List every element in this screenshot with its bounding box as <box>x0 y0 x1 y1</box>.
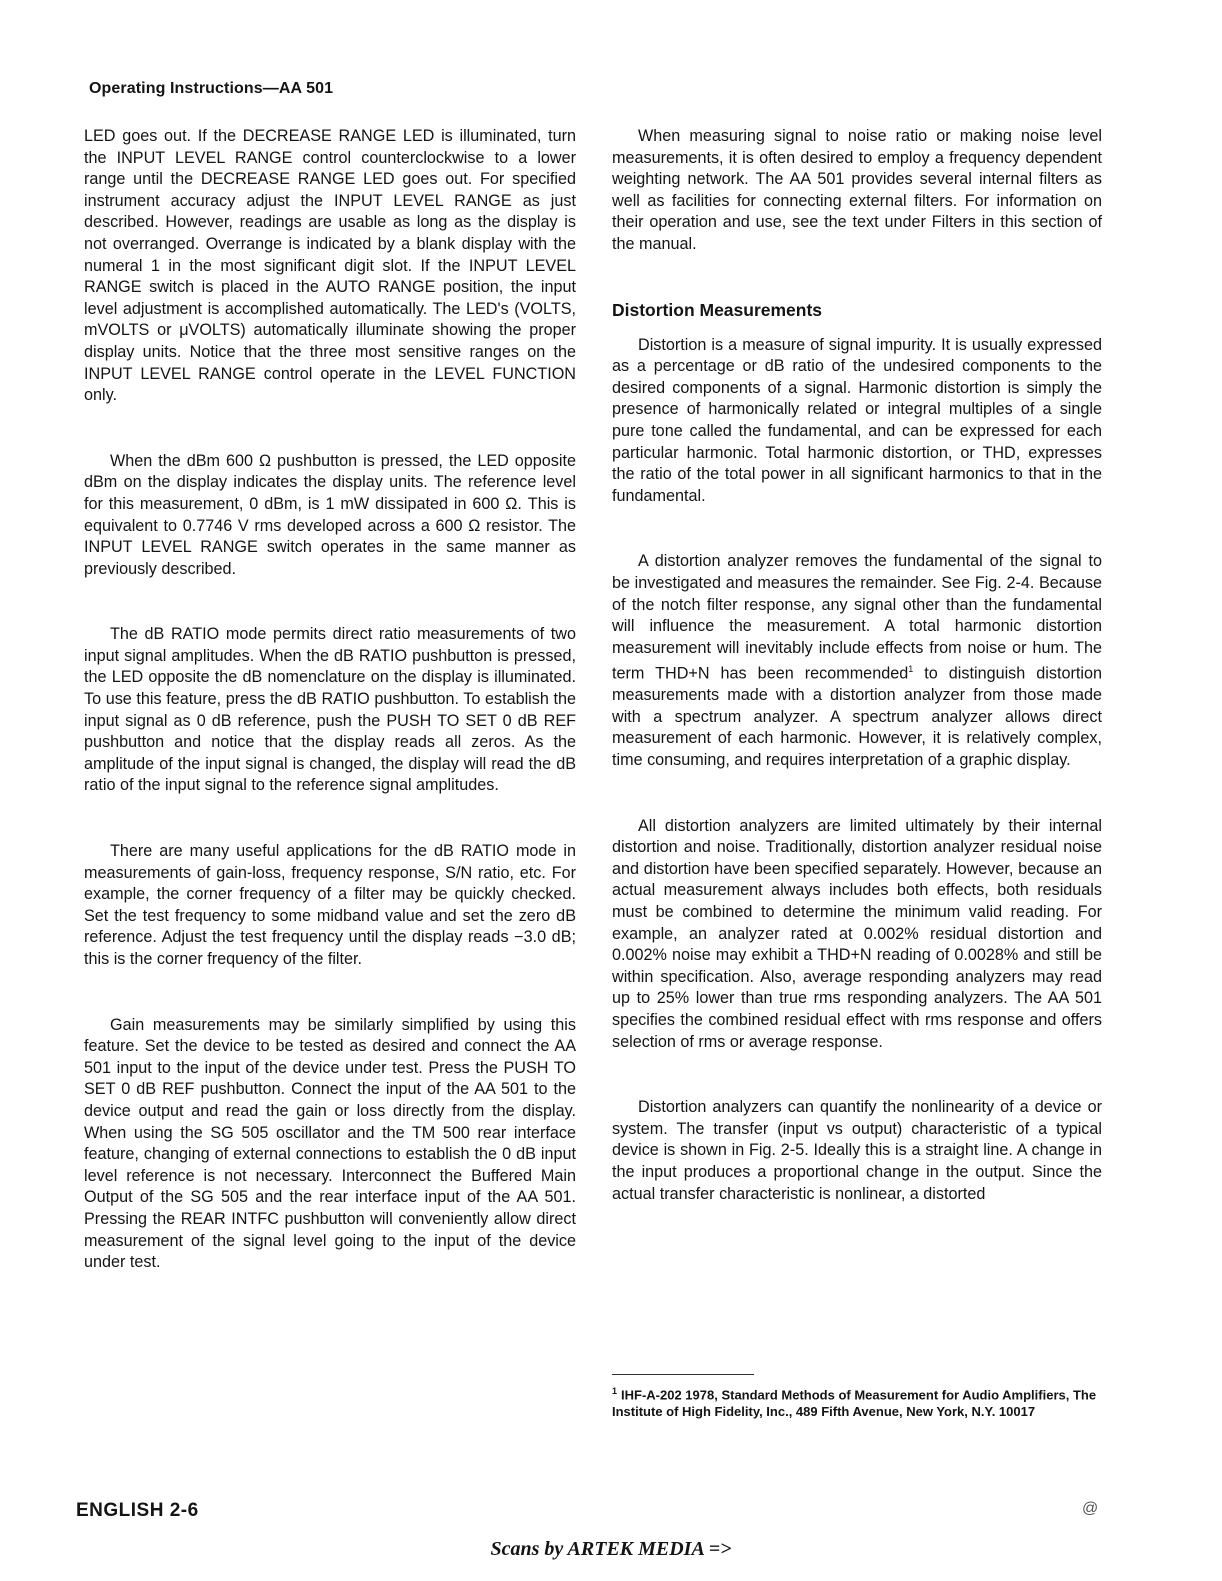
footnote-divider <box>612 1374 754 1375</box>
paragraph-applications: There are many useful applications for the dB RATIO mode in measurements of gain-loss, frequency response, S/N ratio, etc. For example, the corner frequency of a filter may be quickly checked. Set the test frequency to some midband value and set the zero dB reference. Adjust the test frequency until the display reads −3.0 dB; this is the corner frequency of the filter. <box>84 842 576 968</box>
analyzer-text-before: A distortion analyzer removes the fundamental of the signal to be investigated and measures the remainder. See Fig. 2-4. Because of the notch filter response, any signal other than the fundamental will influence the measurement. A total harmonic distortion measurement will inevitably include effects from noise or hum. The term THD+N has been recommended <box>612 552 1102 683</box>
paragraph-dbm: When the dBm 600 Ω pushbutton is pressed, the LED opposite dBm on the display indicates the display units. The reference level for this measurement, 0 dBm, is 1 mW dissipated in 600 Ω. This is equivalent to 0.7746 V rms developed across a 600 Ω resistor. The INPUT LEVEL RANGE switch operates in the same manner as previously described. <box>84 451 576 578</box>
page-number: ENGLISH 2-6 <box>76 1500 199 1521</box>
page-mark: @ <box>1082 1500 1099 1517</box>
paragraph-distortion-definition: Distortion is a measure of signal impurity. It is usually expressed as a percentage or dB ratio of the undesired components to the desired components of a signal. Harmonic distortion is simply the presence of harmonically related or integral multiples of a single pure tone called the fundamental, and can be expressed for each particular harmonic. Total harmonic distortion, or THD, expresses the ratio of the total power in all significant harmonics to that in the fundamental. <box>612 335 1102 505</box>
paragraph-gain: Gain measurements may be similarly simplified by using this feature. Set the device to be tested as desired and connect the AA 501 input to the input of the device under test. Press the PUSH TO SET 0 dB REF pushbutton. Connect the input of the AA 501 to the device output and read the gain or loss directly from the display. When using the SG 505 oscillator and the TM 500 rear interface feature, changing of external connections to establish the 0 dB input level reference is not necessary. Interconnect the Buffered Main Output of the SG 505 and the rear interface input of the AA 501. Pressing the REAR INTFC pushbutton will conveniently allow direct measurement of the signal level going to the input of the device under test. <box>84 1015 576 1272</box>
page-header: Operating Instructions—AA 501 <box>89 80 334 97</box>
scan-credit: Scans by ARTEK MEDIA => <box>490 1538 732 1560</box>
paragraph-weighting: When measuring signal to noise ratio or making noise level measurements, it is often desired to employ a frequency dependent weighting network. The AA 501 provides several internal filters as well as facilities for connecting external filters. For information on their operation and use, see the text under Filters in this section of the manual. <box>612 127 1102 253</box>
left-column <box>84 126 576 1274</box>
paragraph-residual: All distortion analyzers are limited ultimately by their internal distortion and noise. Traditionally, distortion analyzer residual noise and distortion have been specified separately. However, because an actual measurement always includes both effects, both residuals must be combined to determine the minimum valid reading. For example, an analyzer rated at 0.002% residual distortion and 0.002% noise may exhibit a THD+N reading of 0.0028% and still be within specification. Also, average responding analyzers may read up to 25% lower than true rms responding analyzers. The AA 501 specifies the combined residual effect with rms response and offers selection of rms or average response. <box>612 816 1102 1051</box>
section-heading: Distortion Measurements <box>612 299 823 320</box>
footnote-text: IHF-A-202 1978, Standard Methods of Measurement for Audio Amplifiers, The Institute of High Fidelity, Inc., 489 Fifth Avenue, New York, N.Y. 10017 <box>612 1387 1097 1420</box>
footnote <box>612 1383 1102 1420</box>
analyzer-text-after: to distinguish distortion measurements made with a distortion analyzer from those made with a spectrum analyzer. A spectrum analyzer allows direct measurement of each harmonic. However, it is relatively complex, time consuming, and requires interpretation of a graphic display. <box>612 664 1102 770</box>
paragraph-led-range: LED goes out. If the DECREASE RANGE LED is illuminated, turn the INPUT LEVEL RANGE control counterclockwise to a lower range until the DECREASE RANGE LED goes out. For specified instrument accuracy adjust the INPUT LEVEL RANGE as just described. However, readings are usable as long as the display is not overranged. Overrange is indicated by a blank display with the numeral 1 in the most significant digit slot. If the INPUT LEVEL RANGE switch is placed in the AUTO RANGE position, the input level adjustment is accomplished automatically. The LED's (VOLTS, mVOLTS or μVOLTS) automatically illuminate showing the proper display units. Notice that the three most sensitive ranges on the INPUT LEVEL RANGE control operate in the LEVEL FUNCTION only. <box>84 127 576 405</box>
right-column <box>612 126 1102 1205</box>
paragraph-nonlinearity: Distortion analyzers can quantify the nonlinearity of a device or system. The transfer (input vs output) characteristic of a typical device is shown in Fig. 2-5. Ideally this is a straight line. A change in the input produces a proportional change in the output. Since the actual transfer characteristic is nonlinear, a distorted <box>612 1098 1102 1203</box>
paragraph-analyzer <box>612 551 1102 771</box>
paragraph-db-ratio: The dB RATIO mode permits direct ratio measurements of two input signal amplitudes. When the dB RATIO pushbutton is pressed, the LED opposite the dB nomenclature on the display is illuminated. To use this feature, press the dB RATIO pushbutton. To establish the input signal as 0 dB reference, push the PUSH TO SET 0 dB REF pushbutton and notice that the display reads all zeros. As the amplitude of the input signal is changed, the display will read the dB ratio of the input signal to the reference signal amplitudes. <box>84 625 576 795</box>
footnote-reference: 1 <box>908 664 914 675</box>
footnote-marker: 1 <box>612 1386 618 1396</box>
